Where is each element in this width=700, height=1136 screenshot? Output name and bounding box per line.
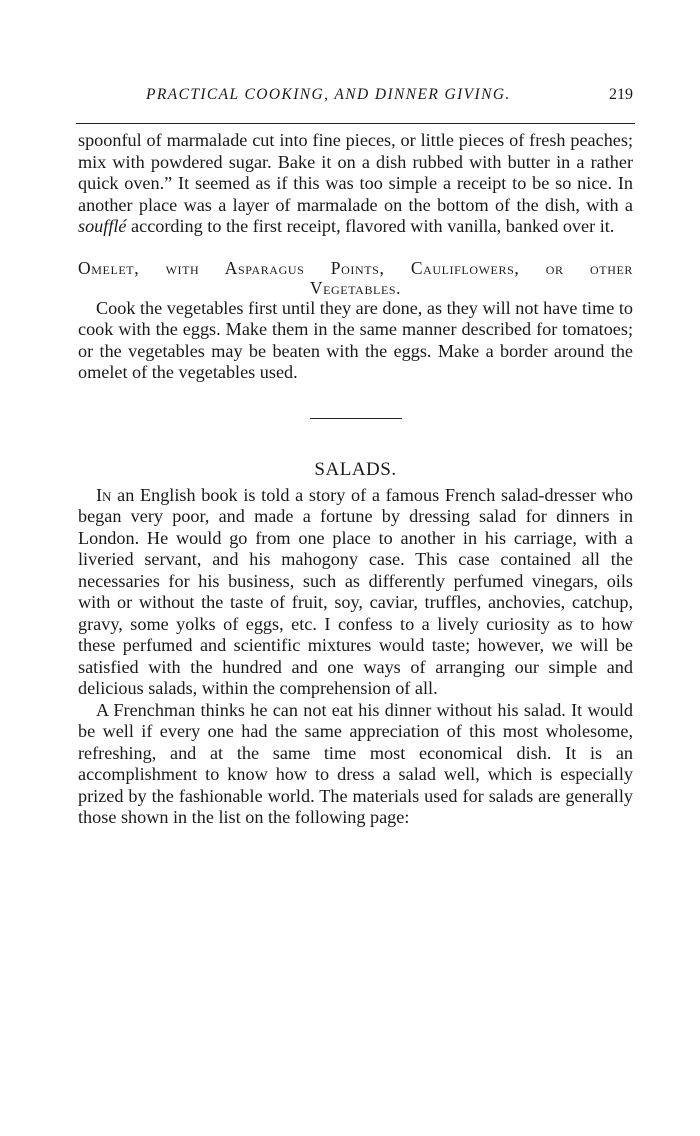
omelet-paragraph: Cook the vegetables first until they are done, as they will not have time to cook with the eggs. Make them in the same manner described for tomatoes; or the vegetables may be beaten with the eggs. Make a border around the omelet of the vegetables used.: [78, 297, 633, 382]
salads-paragraph-1-text: an English book is told a story of a famous French salad-dresser who began very poor, and made a fortune by dressing salad for dinners in London. He would go from one place to another in his carriage, with a liveried servant, and his mahogony case. This case contained all the necessaries for his business, such as differently perfumed vinegars, oils with or without the taste of fruit, soy, caviar, truffles, anchovies, catchup, gravy, some yolks of eggs, etc. I confess to a lively curiosity as to how these perfumed and scientific mixtures would taste; however, we will be satisfied with the hundred and one ways of arranging our simple and delicious salads, within the comprehension of all.: [78, 484, 633, 698]
omelet-heading: [78, 258, 633, 298]
running-title: PRACTICAL COOKING, AND DINNER GIVING.: [146, 86, 511, 103]
header-rule: [76, 123, 635, 124]
running-head: [78, 80, 633, 116]
book-page: [78, 80, 633, 829]
page-number: 219: [609, 86, 633, 103]
continuation-text-a: spoonful of marmalade cut into fine pieces, or little pieces of fresh peaches; mix with powdered sugar. Bake it on a dish rubbed with butter in a rather quick oven.” It seemed as if this was too simple a receipt to be so nice. In another place was a layer of marmalade on the bottom of the dish, with a: [78, 130, 633, 215]
salads-paragraph-1: [78, 485, 633, 700]
omelet-heading-line1: Omelet, with Asparagus Points, Cauliflowers, or other: [78, 257, 633, 278]
continuation-paragraph: [78, 130, 633, 238]
salads-paragraph-2: A Frenchman thinks he can not eat his dinner without his salad. It would be well if every one had the same appreciation of this most wholesome, refreshing, and at the same time most economical dish. It is an accomplishment to know how to dress a salad well, which is especially prized by the fashionable world. The materials used for salads are generally those shown in the list on the following page:: [78, 699, 633, 827]
salads-title: SALADS.: [314, 458, 397, 480]
section-divider: [310, 418, 402, 419]
italic-souffle: soufflé: [78, 216, 127, 236]
drop-lead-word: In: [96, 484, 112, 505]
omelet-heading-line2: Vegetables.: [309, 277, 402, 298]
continuation-text-b: according to the first receipt, flavored with vanilla, banked over it.: [126, 216, 615, 236]
